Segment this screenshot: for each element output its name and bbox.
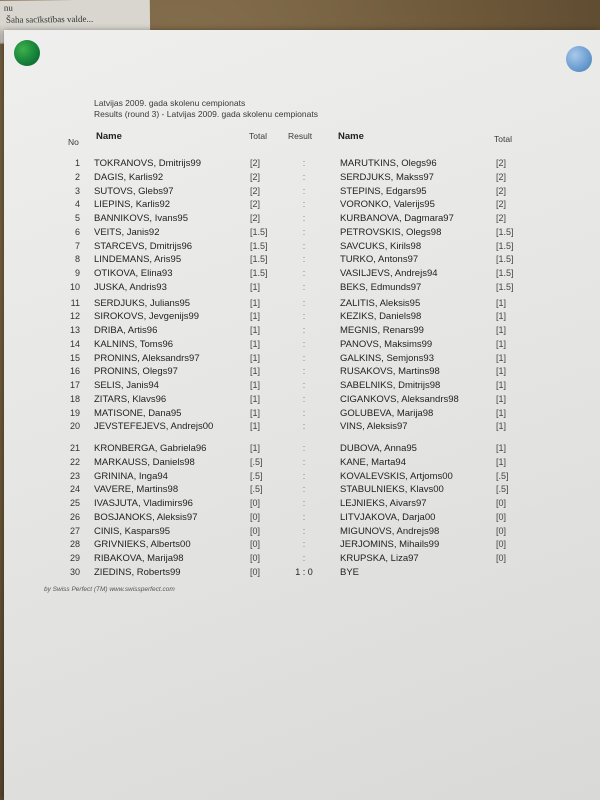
player-black-total: [1] [496, 380, 507, 390]
player-black-total: [1.5] [496, 281, 514, 292]
player-white-total: [1] [250, 352, 261, 363]
player-black-total: [1] [496, 325, 507, 335]
table-row [0, 408, 600, 420]
player-white-name: SERDJUKS, Julians95 [94, 297, 191, 309]
game-result: : [302, 380, 306, 390]
player-white-name: MARKAUSS, Daniels98 [94, 456, 195, 468]
table-row [0, 457, 600, 469]
player-white-name: SIROKOVS, Jevgenijs99 [94, 311, 200, 323]
game-result: : [302, 213, 306, 223]
player-white-total: [1] [250, 338, 261, 349]
row-number: 24 [69, 484, 80, 495]
player-white-total: [1] [250, 281, 261, 292]
player-white-total: [2] [250, 171, 261, 182]
game-result: : [302, 539, 306, 550]
player-black-name: PETROVSKIS, Olegs98 [340, 226, 442, 238]
game-result: : [302, 254, 306, 265]
game-result: : [302, 226, 306, 237]
row-number: 22 [69, 456, 80, 467]
player-white-total: [1] [250, 407, 261, 418]
player-black-name: VORONKO, Valerijs95 [340, 199, 435, 211]
column-header-result: Result [288, 131, 313, 141]
player-black-total: [1] [496, 297, 507, 308]
player-white-name: BANNIKOVS, Ivans95 [94, 213, 188, 224]
player-white-total: [1] [250, 393, 261, 404]
player-white-name: SELIS, Janis94 [94, 380, 159, 391]
player-black-name: LEJNIEKS, Aivars97 [340, 498, 427, 509]
table-row [0, 254, 600, 266]
game-result: : [302, 297, 306, 308]
row-number: 5 [74, 213, 80, 223]
row-number: 10 [69, 281, 80, 292]
player-black-name: STABULNIEKS, Klavs00 [340, 484, 444, 496]
game-result: : [302, 268, 306, 278]
player-white-name: BOSJANOKS, Aleksis97 [94, 511, 198, 523]
player-black-name: DUBOVA, Anna95 [340, 443, 417, 454]
player-black-total: [1.5] [496, 268, 514, 278]
table-row [0, 443, 600, 455]
player-white-total: [0] [250, 498, 261, 508]
table-row [0, 539, 600, 551]
row-number: 16 [69, 366, 80, 377]
game-result: : [302, 158, 306, 168]
player-white-total: [.5] [250, 484, 263, 495]
row-number: 9 [74, 268, 80, 278]
player-white-total: [1] [250, 421, 261, 432]
row-number: 30 [69, 566, 80, 577]
row-number: 1 [74, 158, 80, 168]
player-black-name: MIGUNOVS, Andrejs98 [340, 525, 440, 537]
row-number: 23 [69, 470, 80, 481]
row-number: 20 [69, 421, 80, 432]
player-black-total: [1.5] [496, 226, 514, 237]
table-row [0, 526, 600, 538]
player-white-name: KRONBERGA, Gabriela96 [94, 443, 207, 454]
table-row [0, 213, 600, 225]
game-result: 1 : 0 [295, 566, 313, 577]
player-white-name: DRIBA, Artis96 [94, 325, 158, 336]
row-number: 8 [74, 254, 80, 265]
player-black-name: GALKINS, Semjons93 [340, 352, 434, 364]
table-row [0, 298, 600, 310]
player-black-name: MEGNIS, Renars99 [340, 325, 424, 336]
table-row [0, 158, 600, 170]
row-number: 13 [69, 325, 80, 335]
game-result: : [302, 511, 306, 522]
player-white-total: [1] [250, 297, 261, 308]
player-black-name: SERDJUKS, Makss97 [340, 171, 434, 183]
player-white-name: STARCEVS, Dmitrijs96 [94, 240, 193, 252]
player-black-total: [1] [496, 393, 507, 404]
table-row [0, 353, 600, 365]
player-black-total: [2] [496, 199, 507, 210]
player-white-total: [0] [250, 553, 261, 563]
row-number: 18 [69, 393, 80, 404]
player-white-total: [1.5] [250, 254, 268, 265]
player-black-total: [1.5] [496, 240, 514, 251]
player-black-name: JERJOMINS, Mihails99 [340, 539, 440, 551]
player-white-name: JUSKA, Andris93 [94, 281, 167, 293]
table-row [0, 484, 600, 496]
player-white-name: LINDEMANS, Aris95 [94, 254, 182, 266]
row-number: 7 [74, 240, 80, 251]
game-result: : [302, 484, 306, 495]
player-black-name: TURKO, Antons97 [340, 254, 419, 266]
game-result: : [302, 352, 306, 363]
game-result: : [302, 393, 306, 404]
table-row [0, 471, 600, 483]
table-row [0, 186, 600, 198]
table-row [0, 199, 600, 211]
table-row [0, 421, 600, 433]
player-white-name: JEVSTEFEJEVS, Andrejs00 [94, 421, 214, 433]
game-result: : [302, 281, 306, 292]
player-white-name: DAGIS, Karlis92 [94, 171, 164, 183]
player-white-total: [.5] [250, 456, 263, 467]
player-black-total: [1] [496, 407, 507, 418]
player-black-total: [2] [496, 185, 507, 196]
footer-credit: by Swiss Perfect (TM) www.swissperfect.com [44, 586, 175, 593]
row-number: 4 [74, 199, 80, 210]
game-result: : [302, 185, 306, 196]
player-white-name: MATISONE, Dana95 [94, 407, 182, 419]
table-row [0, 241, 600, 253]
player-white-total: [1] [250, 325, 261, 335]
row-number: 28 [69, 539, 80, 550]
player-white-total: [1.5] [250, 268, 268, 278]
player-white-total: [1] [250, 366, 261, 377]
player-black-total: [0] [496, 525, 507, 536]
player-black-total: [1] [496, 456, 507, 467]
player-white-name: PRONINS, Aleksandrs97 [94, 352, 200, 364]
player-black-total: [0] [496, 511, 507, 522]
table-row [0, 498, 600, 510]
player-black-name: VINS, Aleksis97 [340, 421, 408, 433]
previous-sheet-line2: Šaha sacīkstības valde... [5, 13, 94, 25]
player-black-total: [2] [496, 171, 507, 182]
player-white-name: PRONINS, Olegs97 [94, 366, 178, 378]
player-white-total: [0] [250, 539, 261, 550]
row-number: 26 [69, 511, 80, 522]
player-white-name: TOKRANOVS, Dmitrijs99 [94, 158, 201, 169]
player-black-total: [2] [496, 158, 507, 168]
column-header-name2: Name [338, 131, 364, 142]
row-number: 21 [69, 443, 80, 453]
player-black-name: PANOVS, Maksims99 [340, 338, 433, 350]
game-result: : [302, 325, 306, 335]
player-black-total: [0] [496, 539, 507, 550]
table-row [0, 282, 600, 294]
row-number: 12 [69, 311, 80, 322]
player-black-name: BEKS, Edmunds97 [340, 281, 422, 293]
player-white-total: [0] [250, 566, 261, 577]
player-white-total: [0] [250, 511, 261, 522]
table-row [0, 553, 600, 565]
player-white-total: [2] [250, 185, 261, 196]
table-row [0, 380, 600, 392]
game-result: : [302, 338, 306, 349]
player-black-name: KOVALEVSKIS, Artjoms00 [340, 470, 453, 482]
player-white-name: LIEPINS, Karlis92 [94, 199, 171, 211]
table-row [0, 227, 600, 239]
player-white-name: SUTOVS, Glebs97 [94, 185, 174, 197]
row-number: 27 [69, 525, 80, 536]
table-row [0, 172, 600, 184]
player-white-name: VAVERE, Martins98 [94, 484, 179, 496]
player-white-total: [0] [250, 525, 261, 536]
player-black-name: VASILJEVS, Andrejs94 [340, 268, 438, 279]
table-row [0, 268, 600, 280]
row-number: 2 [74, 171, 80, 182]
game-result: : [302, 443, 306, 453]
player-white-name: CINIS, Kaspars95 [94, 525, 171, 537]
player-black-name: SAVCUKS, Kirils98 [340, 240, 422, 252]
player-white-total: [2] [250, 158, 261, 168]
player-black-total: [1] [496, 338, 507, 349]
player-white-name: GRIVNIEKS, Alberts00 [94, 539, 191, 551]
player-white-total: [1] [250, 380, 261, 390]
player-black-total: [1] [496, 443, 507, 453]
player-white-total: [2] [250, 213, 261, 223]
player-white-total: [1.5] [250, 226, 268, 237]
player-white-name: ZITARS, Klavs96 [94, 393, 167, 405]
row-number: 3 [74, 185, 80, 196]
player-white-total: [1] [250, 443, 261, 453]
player-black-name: MARUTKINS, Olegs96 [340, 158, 437, 169]
row-number: 29 [69, 553, 80, 563]
player-black-name: LITVJAKOVA, Darja00 [340, 511, 436, 523]
game-result: : [302, 421, 306, 432]
player-white-name: RIBAKOVA, Marija98 [94, 553, 184, 564]
player-black-total: [1] [496, 311, 507, 322]
row-number: 6 [74, 226, 80, 237]
player-black-name: KRUPSKA, Liza97 [340, 553, 419, 564]
row-number: 25 [69, 498, 80, 508]
table-row [0, 567, 600, 579]
player-black-name: STEPINS, Edgars95 [340, 185, 427, 197]
player-white-total: [2] [250, 199, 261, 210]
column-header-total2: Total [494, 134, 512, 144]
game-result: : [302, 407, 306, 418]
player-black-total: [.5] [496, 470, 509, 481]
player-black-name: KEZIKS, Daniels98 [340, 311, 422, 323]
column-header-name: Name [96, 131, 122, 142]
player-white-total: [1] [250, 311, 261, 322]
game-result: : [302, 553, 306, 563]
player-black-name: RUSAKOVS, Martins98 [340, 366, 440, 378]
table-row [0, 311, 600, 323]
row-number: 19 [69, 407, 80, 418]
row-number: 17 [69, 380, 80, 390]
table-row [0, 512, 600, 524]
player-black-total: [1] [496, 421, 507, 432]
player-black-total: [.5] [496, 484, 509, 495]
player-white-total: [.5] [250, 470, 263, 481]
table-row [0, 339, 600, 351]
document-subtitle: Results (round 3) - Latvijas 2009. gada skolenu cempionats [94, 109, 318, 119]
game-result: : [302, 171, 306, 182]
player-white-name: ZIEDINS, Roberts99 [94, 566, 181, 578]
game-result: : [302, 498, 306, 508]
game-result: : [302, 456, 306, 467]
player-black-total: [0] [496, 553, 507, 563]
table-row [0, 325, 600, 337]
player-black-name: KURBANOVA, Dagmara97 [340, 213, 454, 224]
player-white-name: OTIKOVA, Elina93 [94, 268, 173, 279]
column-header-no: No [68, 137, 79, 147]
player-black-total: [1] [496, 366, 507, 377]
row-number: 15 [69, 352, 80, 363]
player-white-total: [1.5] [250, 240, 268, 251]
document-title: Latvijas 2009. gada skolenu cempionats [94, 98, 246, 108]
game-result: : [302, 470, 306, 481]
player-black-name: BYE [340, 566, 360, 578]
previous-sheet-line1: nu [3, 2, 13, 13]
player-black-name: CIGANKOVS, Aleksandrs98 [340, 393, 459, 405]
game-result: : [302, 525, 306, 536]
game-result: : [302, 199, 306, 210]
player-black-name: GOLUBEVA, Marija98 [340, 407, 434, 419]
player-black-total: [0] [496, 498, 507, 508]
player-black-name: KANE, Marta94 [340, 456, 406, 468]
row-number: 11 [70, 297, 80, 308]
player-black-total: [1.5] [496, 254, 514, 265]
player-black-name: ZALITIS, Aleksis95 [340, 297, 421, 309]
row-number: 14 [69, 338, 80, 349]
game-result: : [302, 311, 306, 322]
player-white-name: IVASJUTA, Vladimirs96 [94, 498, 193, 509]
player-white-name: GRININA, Inga94 [94, 470, 168, 482]
column-header-total: Total [249, 131, 267, 141]
table-row [0, 366, 600, 378]
player-white-name: KALNINS, Toms96 [94, 338, 174, 350]
player-black-total: [1] [496, 352, 507, 363]
player-white-name: VEITS, Janis92 [94, 226, 160, 238]
game-result: : [302, 366, 306, 377]
table-row [0, 394, 600, 406]
player-black-name: SABELNIKS, Dmitrijs98 [340, 380, 441, 391]
game-result: : [302, 240, 306, 251]
player-black-total: [2] [496, 213, 507, 223]
